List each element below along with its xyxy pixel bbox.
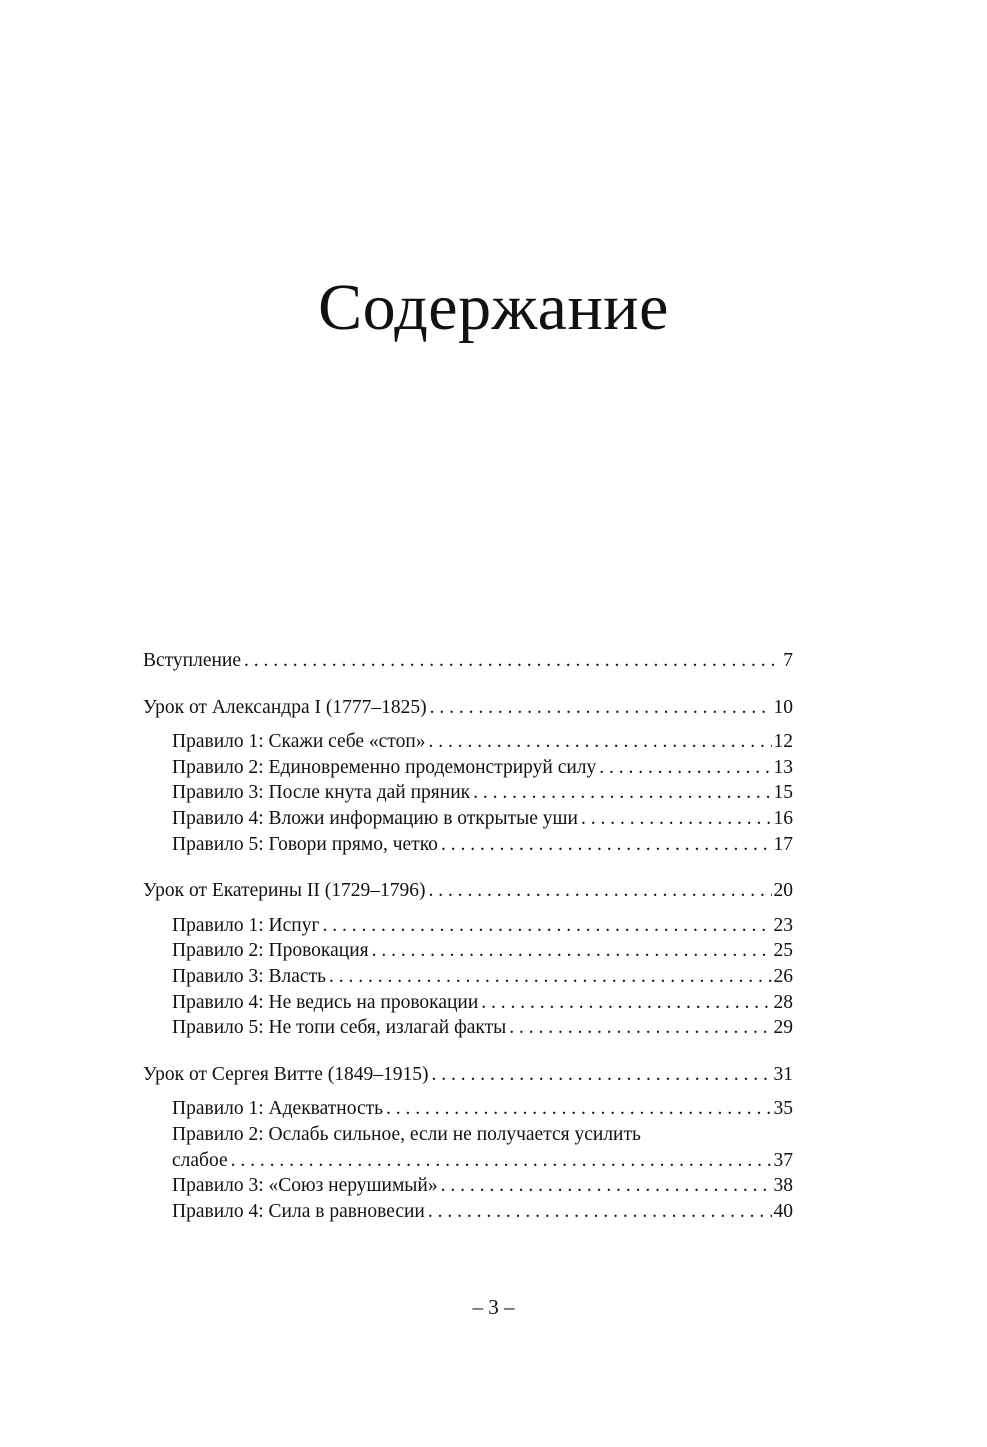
toc-entry-label: Правило 5: Говори прямо, четко <box>172 833 438 855</box>
toc-entry-label: Правило 4: Не ведись на провокации <box>172 991 479 1013</box>
toc-entry-label: Правило 3: «Союз нерушимый» <box>172 1175 438 1197</box>
toc-rule <box>143 1096 793 1122</box>
dot-leader <box>386 1096 771 1122</box>
dot-leader <box>429 729 772 755</box>
toc-entry-page: 26 <box>773 965 793 987</box>
page-title: Содержание <box>318 271 669 344</box>
dot-leader <box>372 938 772 964</box>
toc-section-alexander <box>143 695 793 721</box>
page-number: – 3 – <box>472 1295 515 1319</box>
toc-entry-page: 16 <box>773 807 793 829</box>
toc-entry-label: Урок от Екатерины II (1729–1796) <box>143 880 426 902</box>
toc-entry-page: 31 <box>773 1063 793 1085</box>
toc-entry-page: 23 <box>773 914 793 936</box>
toc-entry-label: Правило 1: Скажи себе «стоп» <box>172 731 426 753</box>
toc-rule <box>143 1173 793 1199</box>
toc-entry-page: 35 <box>773 1098 793 1120</box>
dot-leader <box>441 1173 772 1199</box>
dot-leader <box>231 1148 772 1174</box>
dot-leader <box>431 1062 771 1088</box>
dot-leader <box>428 878 771 904</box>
toc-rule <box>143 913 793 939</box>
dot-leader <box>481 990 771 1016</box>
toc-entry-page: 38 <box>773 1175 793 1197</box>
toc-entry-page: 12 <box>773 731 793 753</box>
toc-entry-label: Урок от Сергея Витте (1849–1915) <box>143 1063 429 1085</box>
toc-entry-label: Правило 4: Вложи информацию в открытые уши <box>172 807 578 829</box>
toc-rule <box>143 780 793 806</box>
toc-rule <box>143 832 793 858</box>
toc-entry-page: 13 <box>773 756 793 778</box>
toc-entry-page: 40 <box>773 1200 793 1222</box>
toc-rule <box>143 729 793 755</box>
toc-rule <box>143 990 793 1016</box>
dot-leader <box>473 780 771 806</box>
dot-leader <box>599 755 771 781</box>
toc-rule <box>143 1148 793 1174</box>
toc-entry-label: Урок от Александра I (1777–1825) <box>143 696 427 718</box>
toc-entry-label: Правило 1: Испуг <box>172 914 320 936</box>
toc-entry-label: Правило 1: Адекватность <box>172 1098 384 1120</box>
toc-entry-intro <box>143 648 793 674</box>
toc-entry-label: Правило 4: Сила в равновесии <box>172 1200 425 1222</box>
toc-entry-page: 29 <box>773 1017 793 1039</box>
toc-entry-page: 25 <box>773 940 793 962</box>
toc-entry-label: Правило 2: Провокация <box>172 940 369 962</box>
toc-entry-page: 28 <box>773 991 793 1013</box>
toc-entry-page: 20 <box>773 880 793 902</box>
dot-leader <box>441 832 772 858</box>
toc-entry-label: Правило 3: После кнута дай пряник <box>172 782 471 804</box>
toc-entry-label: Правило 5: Не топи себя, излагай факты <box>172 1017 507 1039</box>
toc-section-catherine <box>143 878 793 904</box>
table-of-contents <box>143 648 793 1224</box>
toc-rule <box>143 806 793 832</box>
toc-rule <box>143 1199 793 1225</box>
dot-leader <box>430 695 772 721</box>
toc-entry-page: 37 <box>773 1149 793 1171</box>
toc-entry-label: Вступление <box>143 650 242 671</box>
dot-leader <box>509 1015 771 1041</box>
toc-entry-page: 10 <box>773 696 793 718</box>
toc-section-witte <box>143 1062 793 1088</box>
toc-rule <box>143 938 793 964</box>
toc-rule <box>143 1015 793 1041</box>
toc-entry-page: 17 <box>773 833 793 855</box>
dot-leader <box>329 964 772 990</box>
dot-leader <box>428 1199 772 1225</box>
toc-rule-line1: Правило 2: Ослабь сильное, если не получается усилить <box>172 1123 641 1145</box>
toc-entry-label: слабое <box>172 1149 228 1171</box>
toc-entry-label: Правило 2: Единовременно продемонстрируй силу <box>172 756 597 778</box>
dot-leader <box>322 913 771 939</box>
toc-entry-page: 7 <box>783 650 793 671</box>
dot-leader <box>244 648 781 674</box>
toc-rule <box>143 964 793 990</box>
dot-leader <box>581 806 772 832</box>
toc-entry-label: Правило 3: Власть <box>172 965 326 987</box>
toc-entry-page: 15 <box>773 782 793 804</box>
toc-rule <box>143 755 793 781</box>
